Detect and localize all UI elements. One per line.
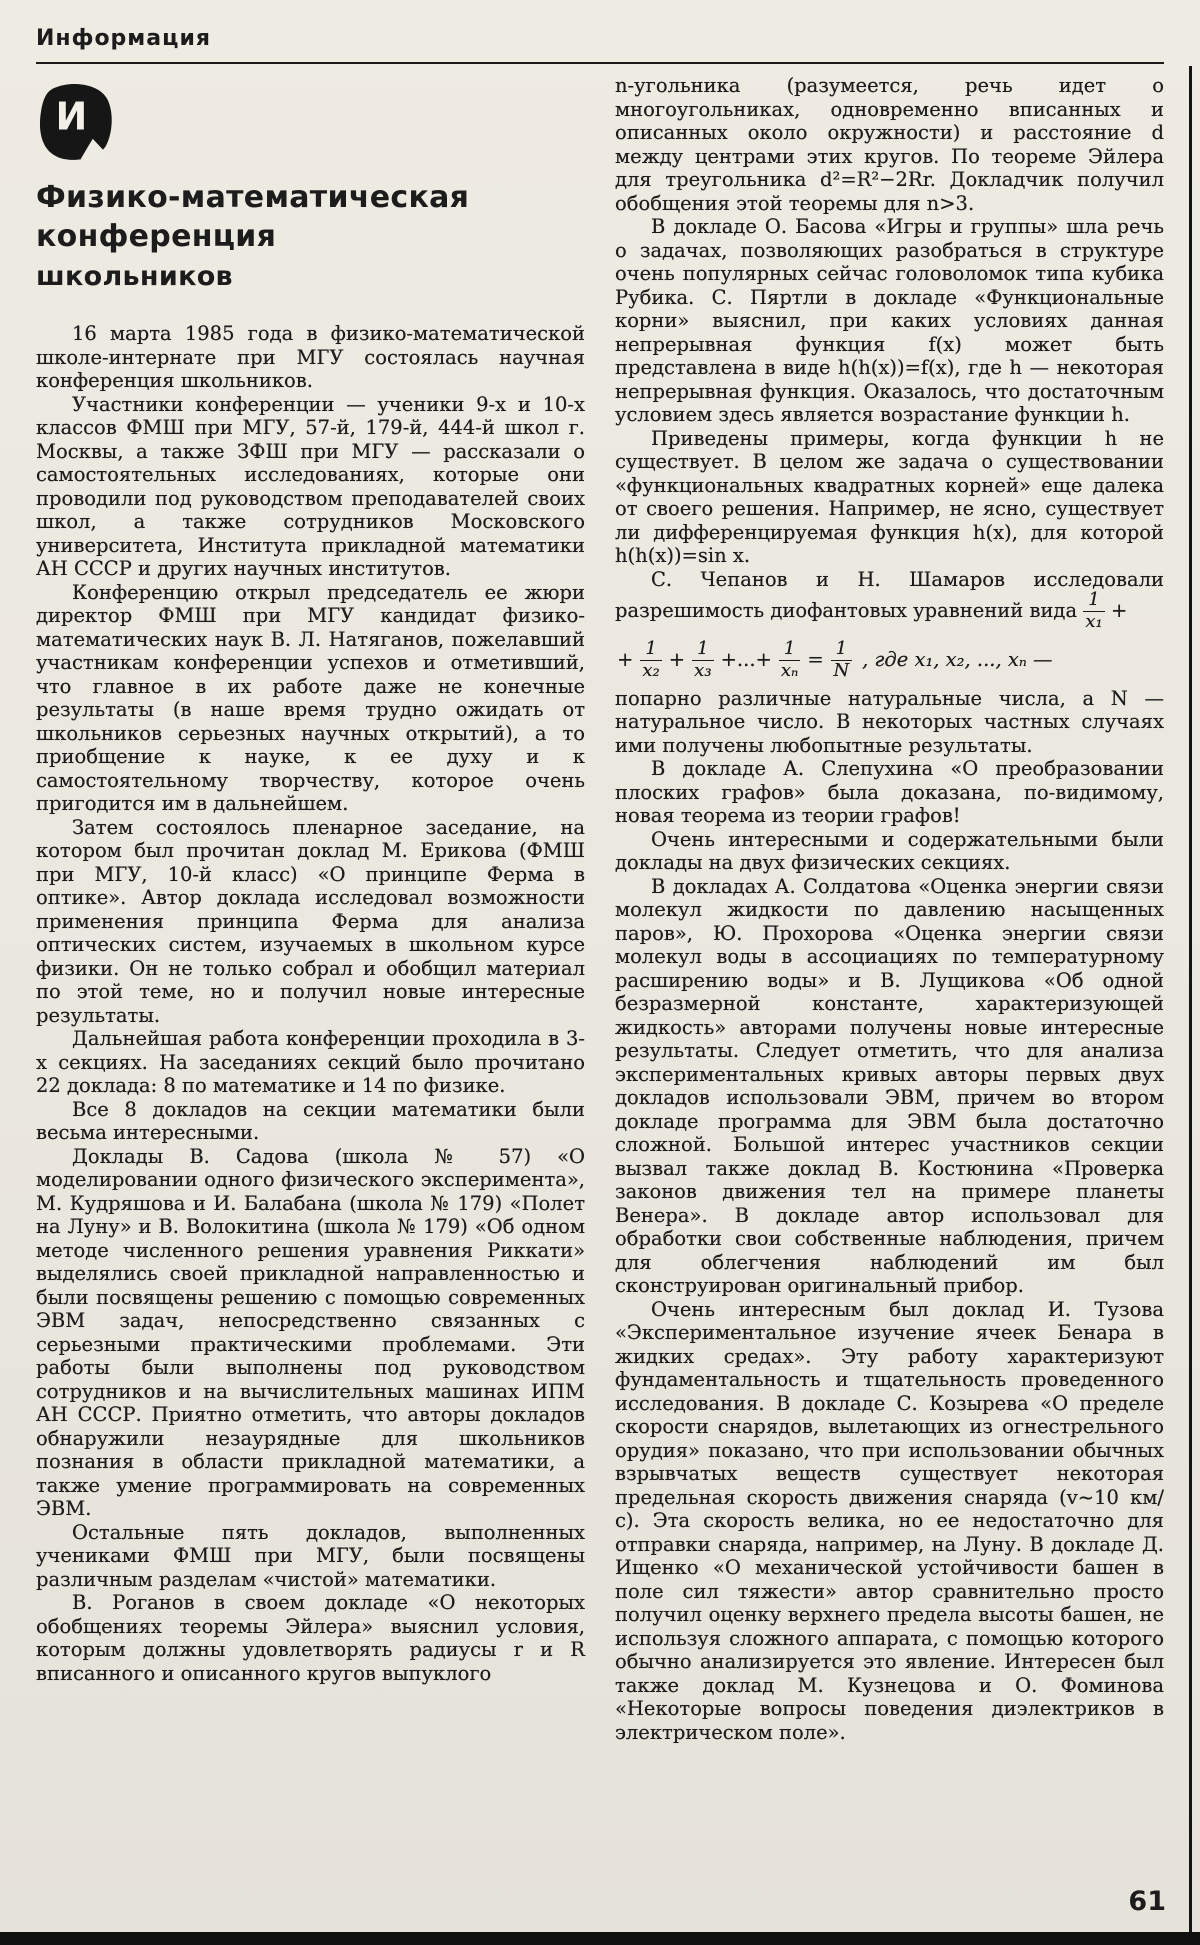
paragraph: Остальные пять докладов, выполненных учениками ФМШ при МГУ, были посвящены различным разделам «чистой» математики. <box>36 1520 585 1591</box>
plus-operator: + <box>1110 598 1128 622</box>
paragraph: В докладе О. Басова «Игры и группы» шла речь о задачах, позволяющих разобраться в структуре очень популярных сейчас головоломок типа кубика Рубика. С. Пяртли в докладе «Функциональные корни» выяснил, при каких условиях данная непрерывная функция f(x) может быть представлена в виде h(h(x))=f(x), где h — некоторая непрерывная функция. Оказалось, что достаточным условием здесь является возрастание функции h. <box>615 215 1164 426</box>
logo-letter: И <box>55 94 88 139</box>
article-body <box>36 74 1164 1744</box>
paragraph: Очень интересным был доклад И. Тузова «Экспериментальное изучение ячеек Бенара в жидких средах». Эту работу характеризуют фундаментальность и тщательность проведенного исследования. В докладе С. Козырева «О пределе скорости снарядов, вылетающих из огнестрельного орудия» показано, что при использовании обычных взрывчатых веществ существует некоторая предельная скорость движения снаряда (v~10 км/с). Эта скорость велика, но ее недостаточно для отправки снаряда, например, на Луну. В докладе Д. Ищенко «О механической устойчивости башен в поле сил тяжести» автор сравнительно просто получил оценку верхнего предела высоты башен, не используя сложного аппарата, с помощью которого обычно анализируется это явление. Интересен был также доклад М. Кузнецова и О. Фоминова «Некоторые вопросы поведения диэлектриков в электрическом поле». <box>615 1297 1164 1744</box>
left-column-paragraphs <box>36 322 585 1685</box>
paragraph: Конференцию открыл председатель ее жюри директор ФМШ при МГУ кандидат физико-математических наук В. Л. Натяганов, пожелавший участникам конференции успехов и отметивший, что главное в их работе даже не конечные результаты (в наше время трудно ожидать от школьников серьезных научных открытий), а то приобщение к науке, к ее духу и к самостоятельному творчеству, которое очень пригодится им в дальнейшем. <box>36 580 585 815</box>
plus-operator: + <box>617 648 634 672</box>
info-logo-icon <box>38 82 114 162</box>
paragraph: В. Роганов в своем докладе «О некоторых обобщениях теоремы Эйлера» выяснил условия, которым должны удовлетворять радиусы r и R вписанного и описанного кругов выпуклого <box>36 1591 585 1685</box>
equals-sign: = <box>807 648 824 672</box>
rubric-header: Информация <box>36 26 211 51</box>
paragraph: Участники конференции — ученики 9-х и 10-х классов ФМШ при МГУ, 57-й, 179-й, 444-й школ г. Москвы, а также ЗФШ при МГУ — рассказали о самостоятельных исследованиях, которые они проводили под руководством преподавателей своих школ, а также сотрудников Московского университета, Института прикладной математики АН СССР и других научных институтов. <box>36 392 585 580</box>
left-column <box>36 74 585 1744</box>
fraction-x3: $\frac{1}{\text{x₃}}$ <box>692 640 713 681</box>
paragraph: n-угольника (разумеется, речь идет о многоугольниках, одновременно вписанных и описанных около окружности) и расстояние d между центрами этих кругов. По теореме Эйлера для треугольника d²=R²−2Rr. Докладчик получил обобщения этой теоремы для n>3. <box>615 74 1164 215</box>
inline-fraction: $\frac{1}{\text{x₁}}$ <box>1083 591 1104 632</box>
chepanov-text: С. Чепанов и Н. Шамаров исследовали разрешимость диофантовых уравнений вида <box>615 567 1164 622</box>
article-title <box>36 178 585 296</box>
article-title-line2: школьников <box>36 261 233 292</box>
paragraph: В докладе А. Слепухина «О преобразовании плоских графов» была доказана, по-видимому, новая теорема из теории графов! <box>615 757 1164 828</box>
right-column-paragraphs-bottom <box>615 687 1164 1745</box>
equation-tail: , где x₁, x₂, ..., xₙ — <box>862 648 1053 672</box>
article-title-line1: Физико-математическая конференция <box>36 180 470 254</box>
paragraph: Дальнейшая работа конференции проходила в 3-х секциях. На заседаниях секций было прочитано 22 доклада: 8 по математике и 14 по физике. <box>36 1027 585 1097</box>
diophantine-equation <box>617 637 1164 681</box>
fraction-N: $\frac{1}{N}$ <box>831 640 852 681</box>
ellipsis-operator: +...+ <box>720 648 772 672</box>
paragraph-with-inline-fraction <box>615 568 1164 632</box>
header-rule <box>36 62 1164 64</box>
paragraph: Все 8 докладов на секции математики были весьма интересными. <box>36 1097 585 1144</box>
page-edge-right <box>1189 66 1192 1932</box>
plus-operator: + <box>668 648 686 672</box>
paragraph: Приведены примеры, когда функции h не существует. В целом же задача о существовании «функциональных квадратных корней» еще далека от своего решения. Например, не ясно, существует ли дифференцируемая функция h(x), для которой h(h(x))=sin x. <box>615 426 1164 567</box>
page-number: 61 <box>1128 1886 1166 1917</box>
right-column <box>615 74 1164 1744</box>
page-edge-bottom <box>0 1932 1200 1945</box>
paragraph: Очень интересными и содержательными были доклады на двух физических секциях. <box>615 827 1164 875</box>
paragraph: Доклады В. Садова (школа № 57) «О моделировании одного физического эксперимента», М. Кудряшова и И. Балабана (школа № 179) «Полет на Луну» и В. Волокитина (школа № 179) «Об одном методе численного решения уравнения Риккати» выделялись своей прикладной направленностью и были посвящены решению с помощью современных ЭВМ задач, непосредственно связанных с серьезными практическими проблемами. Эти работы были выполнены под руководством сотрудников и на вычислительных машинах ИПМ АН СССР. Приятно отметить, что авторы докладов обнаружили незаурядные для школьников познания в области прикладной математики, а также умение программировать на современных ЭВМ. <box>36 1144 585 1520</box>
fraction-x2: $\frac{1}{\text{x₂}}$ <box>640 640 661 681</box>
fraction-xn: $\frac{1}{\text{xₙ}}$ <box>780 637 799 681</box>
rubric-logo-icon <box>38 82 114 162</box>
paragraph: попарно различные натуральные числа, а N — натуральное число. В некоторых частных случаях ими получены любопытные результаты. <box>615 686 1164 757</box>
paragraph: Затем состоялось пленарное заседание, на котором был прочитан доклад М. Ерикова (ФМШ при МГУ, 10-й класс) «О принципе Ферма в оптике». Автор доклада исследовал возможности применения принципа Ферма для анализа оптических систем, изучаемых в школьном курсе физики. Он не только собрал и обобщил материал по этой теме, но и получил новые интересные результаты. <box>36 815 585 1027</box>
right-column-paragraphs-top <box>615 74 1164 568</box>
paragraph: В докладах А. Солдатова «Оценка энергии связи молекул жидкости по давлению насыщенных паров», Ю. Прохорова «Оценка энергии связи молекул воды в ассоциациях по температурному расширению воды» и В. Лущикова «Об одной безразмерной константе, характеризующей жидкость» авторами получены новые интересные результаты. Следует отметить, что для анализа экспериментальных кривых авторы первых двух докладов использовали ЭВМ, причем во втором докладе программа для ЭВМ была достаточно сложной. Большой интерес участников секции вызвал также доклад В. Костюнина «Проверка законов движения тел на примере планеты Венера». В докладе автор использовал для обработки свои собственные наблюдения, причем для облегчения наблюдений им был сконструирован оригинальный прибор. <box>615 874 1164 1298</box>
paragraph: 16 марта 1985 года в физико-математической школе-интернате при МГУ состоялась научная конференция школьников. <box>36 322 585 392</box>
